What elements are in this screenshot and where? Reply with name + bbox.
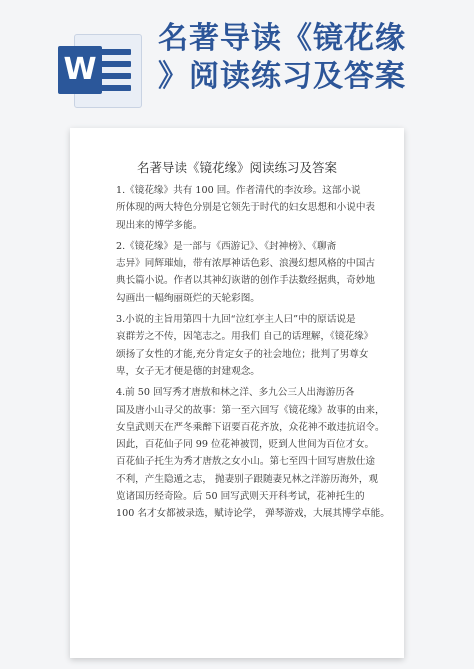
text-line: 4.前 50 回写秀才唐敖和林之洋、多九公三人出海游历各: [116, 387, 355, 399]
banner-title-line-1: 名著导读《镜花缘: [158, 21, 406, 56]
text-line: 勾画出一幅绚丽斑烂的天轮彩图。: [116, 292, 260, 304]
document-title: 名著导读《镜花缘》阅读练习及答案: [136, 160, 337, 175]
paragraph-2: [116, 238, 376, 307]
text-line: 览诸国历经奇险。后 50 回写武则天开科考试，花神托生的: [116, 491, 365, 503]
document-page: [70, 128, 404, 658]
text-line: 志异》同辉璀灿，带有浓厚神话色彩、浪漫幻想风格的中国古: [116, 258, 376, 270]
text-line: 2.《镜花缘》是一部与《西游记》、《封神榜》、《聊斋: [116, 240, 337, 252]
word-logo-letter: W: [58, 46, 102, 94]
text-line: 百花仙子托生为秀才唐敖之女小山。第七至四十回写唐敖仕途: [116, 456, 376, 468]
text-line: 典长篇小说。作者以其神幻诙谐的创作手法数经据典，奇妙地: [116, 275, 376, 287]
text-line: 现出来的博学多能。: [116, 219, 203, 231]
word-document-icon: [58, 34, 144, 106]
text-line: 女皇武则天在严冬乘醉下诏要百花齐放，众花神不敢违抗诏令。: [116, 421, 385, 433]
banner-title-line-2: 》阅读练习及答案: [158, 59, 406, 94]
header-banner: [0, 0, 474, 120]
text-line: 不利，产生隐遁之志， 抛妻别子跟随妻兄林之洋游历海外，观: [116, 473, 379, 485]
text-line: 3.小说的主旨用第四十九回“泣红亭主人曰”中的原话说是: [116, 314, 356, 326]
text-line: 国及唐小山寻父的故事：第一至六回写《镜花缘》故事的由来，: [116, 404, 385, 416]
document-body: [116, 182, 390, 527]
paragraph-1: [116, 182, 376, 234]
text-line: 1.《镜花缘》共有 100 回。作者清代的李汝珍。这部小说: [116, 185, 361, 196]
banner-title: [158, 20, 458, 96]
paragraph-4: [116, 384, 390, 522]
text-line: 颂扬了女性的才能,充分肯定女子的社会地位；批判了男尊女: [116, 348, 369, 360]
text-line: 所体现的两大特色分别是它领先于时代的妇女思想和小说中表: [116, 202, 376, 214]
text-line: 哀群芳之不传，因笔志之。用我们 自己的话理解，《镜花缘》: [116, 331, 374, 343]
paragraph-3: [116, 311, 374, 380]
text-line: 因此，百花仙子同 99 位花神被罚，贬到人世间为百位才女。: [116, 439, 375, 451]
text-line: 100 名才女都被录选，赋诗论学， 弹琴游戏，大展其博学卓能。: [116, 508, 390, 520]
text-line: 卑，女子无才便是德的封建观念。: [116, 365, 260, 377]
